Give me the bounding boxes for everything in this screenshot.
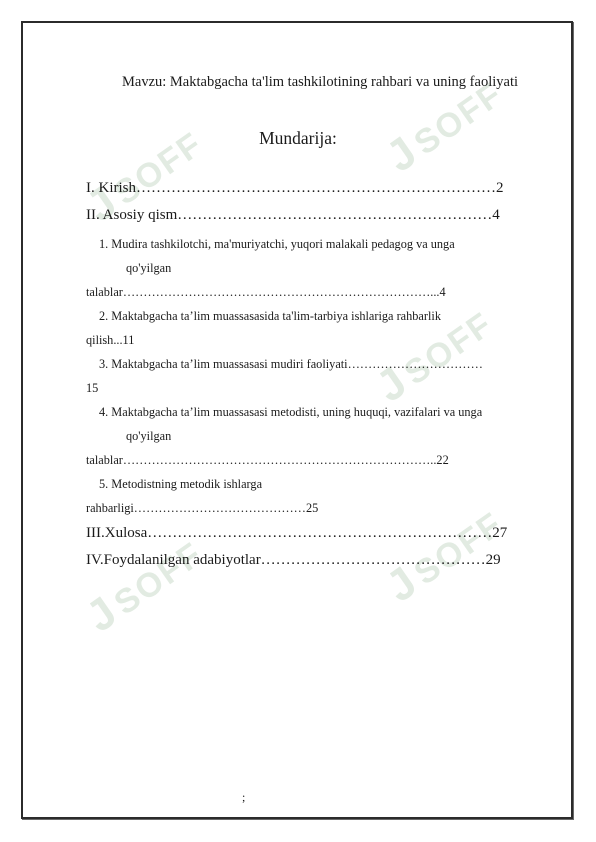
toc-subentry-1-page: talablar…………………………………………………………………...4: [86, 285, 446, 299]
toc-entry-adabiyotlar[interactable]: IV.Foydalanilgan adabiyotlar………………………………………29: [86, 552, 501, 568]
toc-subentry-2[interactable]: 2. Maktabgacha ta’lim muassasasida ta'lim-tarbiya ishlariga rahbarlik: [99, 309, 441, 323]
watermark-logo: JSOFF: [367, 304, 501, 412]
toc-entry-asosiy-qism[interactable]: II. Asosiy qism………………………………………………………4: [86, 207, 500, 223]
toc-subentry-5[interactable]: 5. Metodistning metodik ishlarga: [99, 477, 263, 491]
watermark-logo: JSOFF: [377, 504, 511, 612]
page-footer-mark: ;: [242, 790, 246, 804]
toc-subentry-1[interactable]: 1. Mudira tashkilotchi, ma'muriyatchi, yuqori malakali pedagog va unga: [99, 237, 455, 251]
document-title: Mavzu: Maktabgacha ta'lim tashkilotining rahbari va uning faoliyati: [121, 74, 519, 90]
toc-entry-xulosa[interactable]: III.Xulosa……………………………………………………………27: [86, 525, 508, 541]
toc-entry-kirish[interactable]: I. Kirish………………………………………………………………2: [86, 180, 504, 196]
watermark-logo: JSOFF: [77, 534, 211, 642]
toc-subentry-3[interactable]: 3. Maktabgacha ta’lim muassasasi mudiri faoliyati……………………………: [99, 357, 483, 371]
toc-subentry-5-page: rahbarligi……………………………………25: [86, 501, 319, 515]
toc-subentry-4-page: talablar…………………………………………………………………..22: [86, 453, 449, 467]
toc-subentry-4-cont: qo'yilgan: [126, 429, 172, 443]
watermark-logo: JSOFF: [377, 74, 511, 182]
toc-subentry-2-page: qilish...11: [86, 333, 135, 347]
toc-subentry-4[interactable]: 4. Maktabgacha ta’lim muassasasi metodisti, uning huquqi, vazifalari va unga: [99, 405, 483, 419]
watermark-logo: JSOFF: [77, 124, 211, 232]
toc-subentry-3-page: 15: [86, 381, 99, 395]
contents-heading: Mundarija:: [259, 128, 337, 148]
toc-subentry-1-cont: qo'yilgan: [126, 261, 172, 275]
